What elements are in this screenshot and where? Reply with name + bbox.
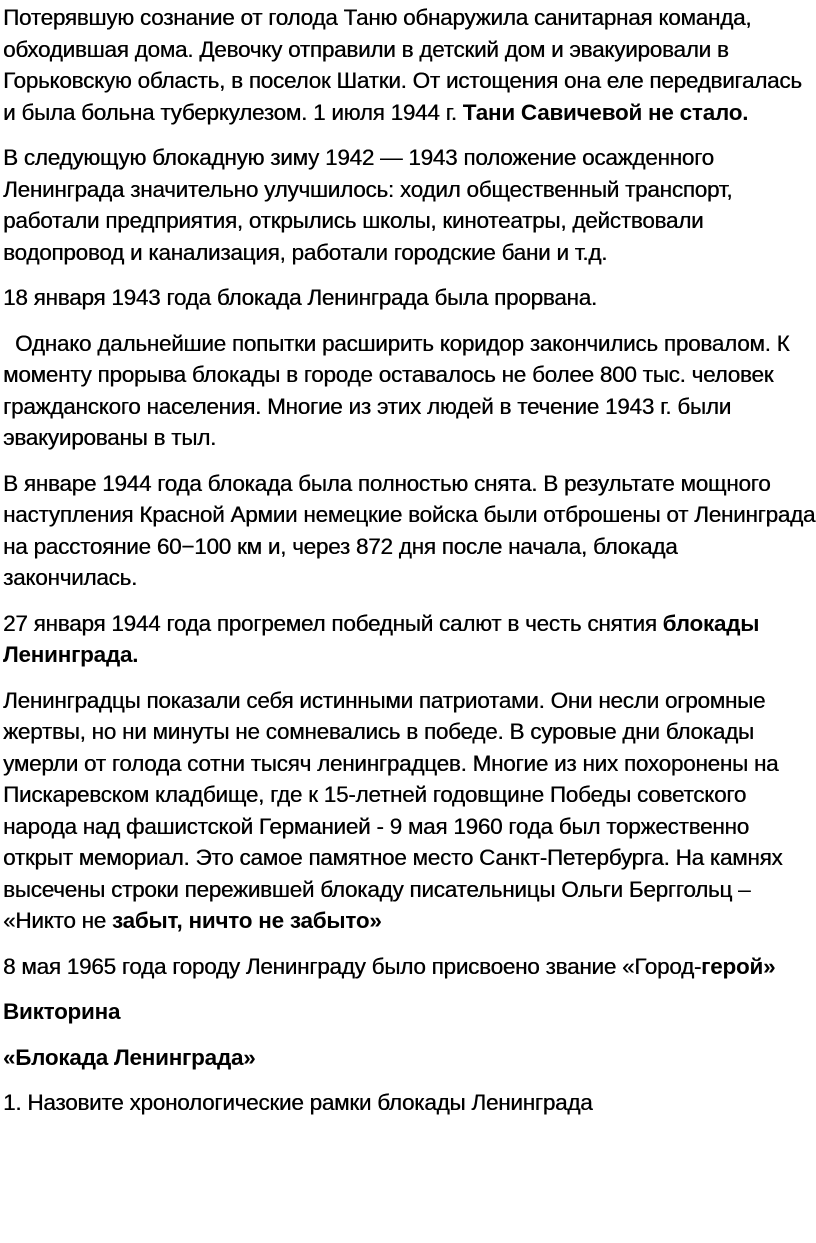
paragraph-bold-text: герой» bbox=[701, 953, 776, 979]
quiz-title: Викторина bbox=[3, 999, 121, 1024]
paragraph-text: 8 мая 1965 года городу Ленинграду было присвоено звание «Город- bbox=[3, 953, 702, 979]
paragraph-bold-text: Тани Савичевой не стало. bbox=[462, 99, 749, 125]
paragraph-victory-salute bbox=[3, 608, 816, 671]
quiz-subtitle: «Блокада Ленинграда» bbox=[3, 1044, 256, 1070]
paragraph-text: В январе 1944 года блокада была полностью снята. В результате мощного наступления Красной Армии немецкие войска были отброшены от Ленинграда на расстояние 60−100 км и, через 872 дня после начала, блокада закончилась. bbox=[3, 470, 816, 590]
paragraph-winter-1942-1943 bbox=[3, 142, 816, 268]
paragraph-leningraders-patriots bbox=[3, 685, 816, 937]
paragraph-text: Ленинградцы показали себя истинными патриотами. Они несли огромные жертвы, но ни минуты не сомневались в победе. В суровые дни блокады умерли от голода сотни тысяч ленинградцев. Многие из них похоронены на Пискаревском кладбище, где к 15-летней годовщине Победы советского народа над фашистской Германией - 9 мая 1960 года был торжественно открыт мемориал. Это самое памятное место Санкт-Петербурга. На камнях высечены строки пережившей блокаду писательницы Ольги Берггольц – «Никто не bbox=[3, 687, 783, 933]
paragraph-text: 27 января 1944 года прогремел победный салют в честь снятия bbox=[3, 610, 663, 636]
paragraph-text: Потерявшую сознание от голода Таню обнаружила санитарная команда, обходившая дома. Девочку отправили в детский дом и эвакуировали в Горьковскую область, в поселок Шатки. От истощения она еле передвигалась и была больна туберкулезом. 1 июля 1944 г. bbox=[3, 5, 802, 125]
paragraph-text: Однако дальнейшие попытки расширить коридор закончились провалом. К моменту прорыва блокады в городе оставалось не более 800 тыс. человек гражданского населения. Многие из этих людей в течение 1943 г. были эвакуированы в тыл. bbox=[3, 330, 796, 450]
paragraph-text: 18 января 1943 года блокада Ленинграда была прорвана. bbox=[3, 285, 597, 310]
paragraph-hero-city bbox=[3, 951, 816, 983]
paragraph-text: В следующую блокадную зиму 1942 — 1943 положение осажденного Ленинграда значительно улучшилось: ходил общественный транспорт, работали предприятия, открылись школы, кинотеатры, действовали водопровод и канализация, работали городские бани и т.д. bbox=[3, 145, 733, 265]
paragraph-blockade-lifted bbox=[3, 468, 816, 594]
quiz-question-1: 1. Назовите хронологические рамки блокады Ленинграда bbox=[3, 1090, 593, 1115]
paragraph-bold-text: забыт, ничто не забыто» bbox=[111, 908, 382, 933]
paragraph-blockade-broken bbox=[3, 282, 816, 314]
paragraph-corridor-attempts bbox=[3, 328, 816, 454]
paragraph-bold-text: блокады Ленинграда. bbox=[3, 610, 760, 667]
paragraph-tanya-savicheva bbox=[3, 2, 816, 128]
